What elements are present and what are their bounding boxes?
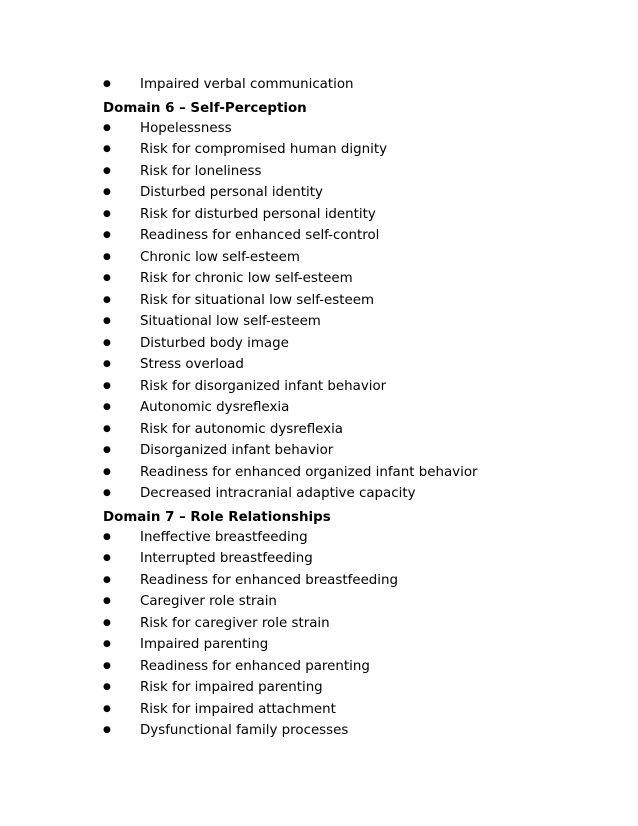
domain-7-list <box>103 527 603 742</box>
list-item <box>103 268 603 290</box>
list-item <box>103 440 603 462</box>
list-item-text: Impaired verbal communication <box>140 77 354 92</box>
bullet-icon: ● <box>103 359 111 369</box>
list-item-text: Risk for disturbed personal identity <box>140 206 376 222</box>
list-item <box>103 570 603 592</box>
bullet-icon: ● <box>103 337 111 348</box>
bullet-icon: ● <box>103 316 111 326</box>
list-item <box>103 699 603 721</box>
bullet-icon: ● <box>103 553 111 563</box>
list-item <box>103 161 603 183</box>
list-item <box>103 527 603 549</box>
bullet-icon: ● <box>103 639 111 649</box>
list-item <box>103 247 603 269</box>
bullet-icon: ● <box>103 488 111 498</box>
list-item <box>103 182 603 204</box>
list-item-text: Interrupted breastfeeding <box>140 551 313 566</box>
bullet-icon: ● <box>103 208 111 219</box>
bullet-icon: ● <box>103 725 111 735</box>
bullet-icon: ● <box>103 531 111 542</box>
list-item-text: Situational low self-esteem <box>140 314 321 329</box>
bullet-icon: ● <box>103 423 111 434</box>
list-item <box>103 397 603 419</box>
list-item-text: Risk for disorganized infant behavior <box>140 378 387 394</box>
bullet-icon: ● <box>103 380 111 391</box>
list-item-text: Risk for impaired parenting <box>140 680 323 695</box>
bullet-icon: ● <box>103 617 111 628</box>
list-item-text: Disturbed personal identity <box>140 185 323 200</box>
list-item <box>103 74 603 96</box>
list-item-text: Hopelessness <box>140 120 232 136</box>
list-item <box>103 591 603 613</box>
list-item-text: Risk for impaired attachment <box>140 701 336 717</box>
bullet-icon: ● <box>103 682 111 692</box>
list-item-text: Risk for caregiver role strain <box>140 615 330 631</box>
list-item-text: Risk for autonomic dysreflexia <box>140 421 344 437</box>
list-item-text: Dysfunctional family processes <box>140 723 349 738</box>
bullet-icon: ● <box>103 294 111 305</box>
bullet-icon: ● <box>103 466 111 477</box>
list-item <box>103 290 603 312</box>
bullet-icon: ● <box>103 596 111 606</box>
list-item <box>103 613 603 635</box>
list-item <box>103 462 603 484</box>
bullet-icon: ● <box>103 187 111 197</box>
bullet-icon: ● <box>103 144 111 154</box>
list-item <box>103 548 603 570</box>
document-content <box>103 74 603 742</box>
list-item-text: Ineffective breastfeeding <box>140 529 308 545</box>
bullet-icon: ● <box>103 703 111 714</box>
list-item-text: Caregiver role strain <box>140 594 277 609</box>
list-item-text: Decreased intracranial adaptive capacity <box>140 486 416 501</box>
list-item-text: Readiness for enhanced breastfeeding <box>140 572 399 588</box>
list-item <box>103 634 603 656</box>
bullet-icon: ● <box>103 660 111 671</box>
list-item-text: Readiness for enhanced parenting <box>140 658 370 674</box>
list-item <box>103 483 603 505</box>
domain-7-heading: Domain 7 – Role Relationships <box>103 509 331 525</box>
list-item-text: Readiness for enhanced self-control <box>140 228 380 243</box>
list-item-text: Disturbed body image <box>140 335 289 351</box>
list-item <box>103 118 603 140</box>
domain-6-list <box>103 118 603 505</box>
bullet-icon: ● <box>103 122 111 133</box>
list-item-text: Chronic low self-esteem <box>140 249 300 265</box>
bullet-icon: ● <box>103 79 111 89</box>
list-item <box>103 419 603 441</box>
list-item-text: Stress overload <box>140 357 244 372</box>
list-item <box>103 311 603 333</box>
list-item-text: Risk for situational low self-esteem <box>140 292 375 308</box>
bullet-icon: ● <box>103 165 111 176</box>
bullet-icon: ● <box>103 574 111 585</box>
list-item <box>103 720 603 742</box>
list-item <box>103 225 603 247</box>
bullet-icon: ● <box>103 402 111 412</box>
list-item <box>103 333 603 355</box>
list-item <box>103 139 603 161</box>
bullet-icon: ● <box>103 273 111 283</box>
bullet-icon: ● <box>103 251 111 262</box>
list-item-text: Risk for chronic low self-esteem <box>140 271 353 286</box>
domain-6-heading: Domain 6 – Self-Perception <box>103 100 307 116</box>
list-item-text: Risk for loneliness <box>140 163 262 179</box>
intro-list <box>103 74 603 96</box>
list-item-text: Risk for compromised human dignity <box>140 142 387 157</box>
list-item-text: Readiness for enhanced organized infant behavior <box>140 464 478 480</box>
list-item <box>103 376 603 398</box>
list-item-text: Autonomic dysreflexia <box>140 400 290 415</box>
bullet-icon: ● <box>103 230 111 240</box>
list-item <box>103 204 603 226</box>
bullet-icon: ● <box>103 445 111 455</box>
list-item <box>103 656 603 678</box>
list-item-text: Impaired parenting <box>140 637 269 652</box>
list-item <box>103 677 603 699</box>
list-item-text: Disorganized infant behavior <box>140 443 334 458</box>
list-item <box>103 354 603 376</box>
